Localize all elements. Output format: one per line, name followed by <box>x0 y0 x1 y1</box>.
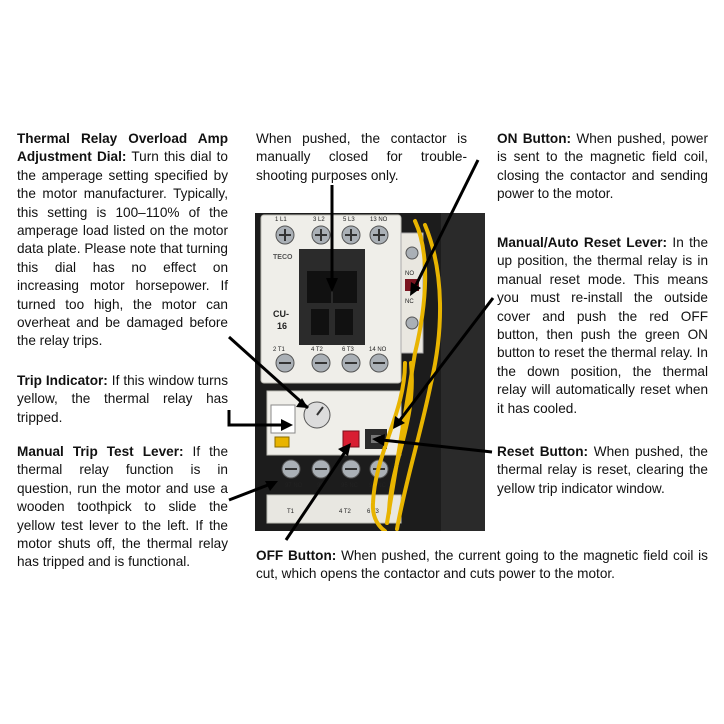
terminal-label: 5 L3 <box>343 217 355 223</box>
terminal-label: 1 L1 <box>275 217 287 223</box>
callout-body: When pushed, the current going to the magnetic field coil is cut, which opens the contactor and cuts power to the motor. <box>256 548 708 582</box>
callout-title: Thermal Relay Overload Amp Adjustment Dial: <box>17 131 228 165</box>
callout-body: When pushed, the contactor is manually closed for trouble-shooting purposes only. <box>256 131 467 183</box>
terminal-label: 13 NO <box>370 217 388 223</box>
terminal-label: 2 T1 <box>273 347 285 353</box>
leader-dial <box>229 337 308 408</box>
terminal-label: 14 NO <box>369 347 387 353</box>
model-label: CU- <box>273 309 289 319</box>
callout-body: In the up position, the thermal relay is in manual reset mode. This means you must re-install the outside cover and push the red OFF button, then push the green ON button to reset the thermal relay. In the down position, the thermal relay will automatically reset when it has cooled. <box>497 235 708 416</box>
brand-logo: TECO <box>273 254 293 261</box>
callout-body: Turn this dial to the amperage setting specified by the motor manufacturer. Typically, this setting is 100–110% of the amperage load listed on the motor data plate. Please note that turning this dial has no effect on increasing motor horsepower. If turned too high, the motor can overheat and be damaged before the relay trips. <box>17 149 228 349</box>
terminal-label: 3 L2 <box>313 217 325 223</box>
leader-test-lever <box>229 485 268 500</box>
callout-body: When pushed, power is sent to the magnetic field coil, closing the contactor and sending power to the motor. <box>497 131 708 202</box>
callout-title: Manual/Auto Reset Lever: <box>497 235 668 250</box>
callout-body: When pushed, the thermal relay is reset, clearing the yellow trip indicator window. <box>497 444 708 496</box>
callout-title: ON Button: <box>497 131 572 146</box>
callout-title: Trip Indicator: <box>17 373 108 388</box>
leader-trip-indicator <box>229 410 283 425</box>
terminal-label: 4 T2 <box>339 509 351 515</box>
callout-title: Reset Button: <box>497 444 589 459</box>
callout-title: Manual Trip Test Lever: <box>17 444 184 459</box>
leader-on-button <box>416 160 478 285</box>
aux-label: NO <box>405 271 414 277</box>
callout-title: OFF Button: <box>256 548 337 563</box>
terminal-label: T1 <box>287 509 295 515</box>
callout-body: If the thermal relay function is in question, run the motor and use a wooden toothpick to slide the yellow test lever to the left. If the motor shuts off, the thermal relay has tripped and is functional. <box>17 444 228 570</box>
leader-reset-button <box>382 440 492 452</box>
terminal-label: 98 <box>317 483 324 489</box>
leader-arrowheads <box>265 278 421 491</box>
leader-reset-lever <box>400 298 493 420</box>
model-label: 16 <box>277 321 288 331</box>
terminal-label: 95 NC <box>341 483 359 489</box>
leader-off-button <box>286 452 345 540</box>
terminal-label: 97 NO <box>285 483 303 489</box>
aux-label: NC <box>405 299 414 305</box>
terminal-label: 4 T2 <box>311 347 323 353</box>
terminal-label: 6 T3 <box>342 347 354 353</box>
terminal-label: 96 NC <box>369 483 387 489</box>
terminal-label: 6 T3 <box>367 509 379 515</box>
callout-body: If this window turns yellow, the thermal relay has tripped. <box>17 373 228 425</box>
